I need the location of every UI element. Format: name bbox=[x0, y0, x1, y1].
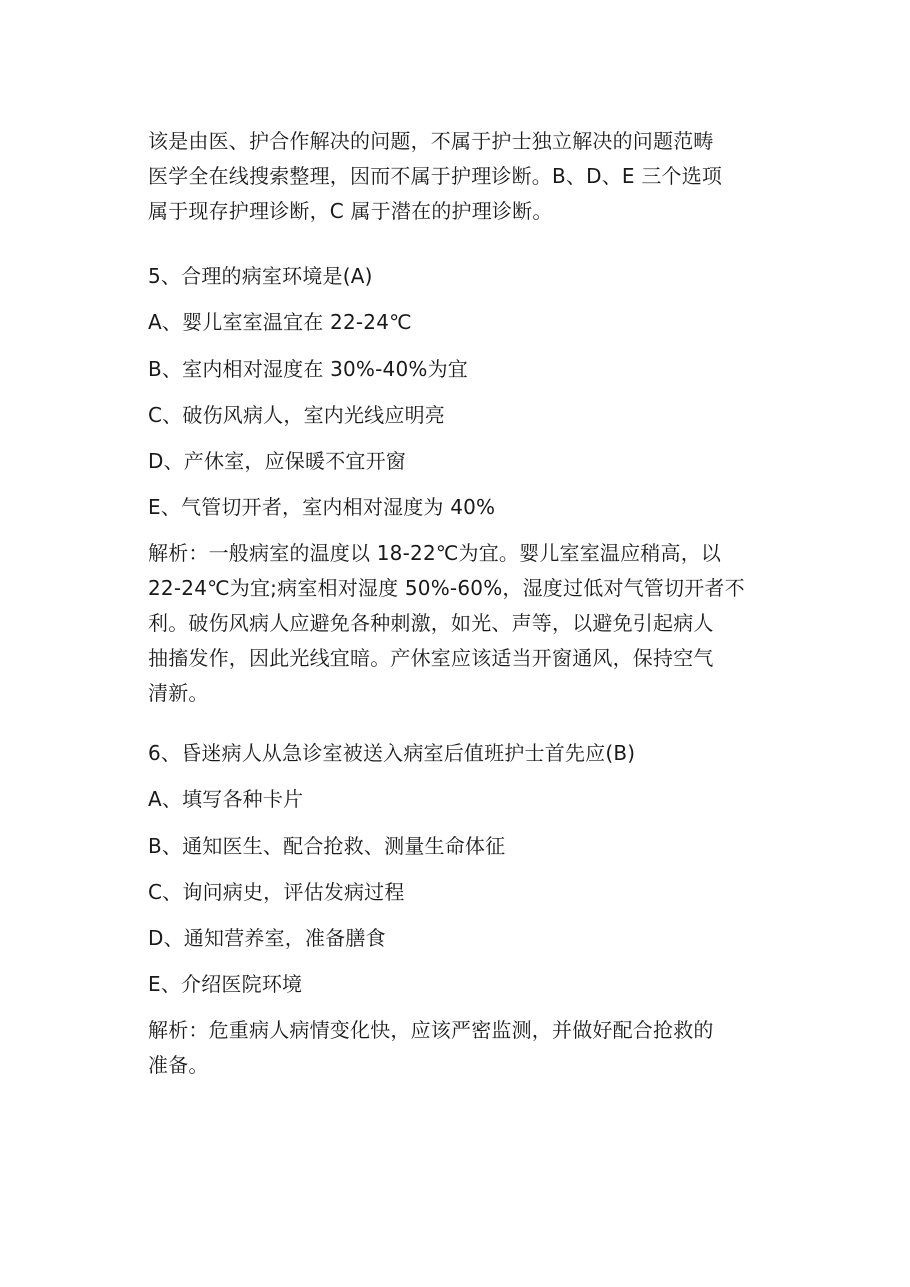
analysis-line: 清新。 bbox=[148, 681, 209, 705]
option-text: B、通知医生、配合抢救、测量生命体征 bbox=[148, 834, 506, 858]
option-text: E、介绍医院环境 bbox=[148, 972, 303, 996]
intro-line: 医学全在线搜索整理，因而不属于护理诊断。B、D、E 三个选项 bbox=[148, 164, 723, 188]
analysis-line: 解析：一般病室的温度以 18-22℃为宜。婴儿室室温应稍高，以 bbox=[148, 541, 722, 565]
option-text: B、室内相对湿度在 30%-40%为宜 bbox=[148, 357, 469, 381]
option-text: D、产休室，应保暖不宜开窗 bbox=[148, 449, 407, 473]
q6-option-e bbox=[148, 967, 768, 1002]
intro-line: 该是由医、护合作解决的问题，不属于护士独立解决的问题范畴 bbox=[148, 129, 714, 153]
option-text: C、询问病史，评估发病过程 bbox=[148, 880, 405, 904]
q6-option-b bbox=[148, 829, 768, 864]
option-text: E、气管切开者，室内相对湿度为 40% bbox=[148, 495, 496, 519]
q5-option-b bbox=[148, 352, 768, 387]
q6-option-d bbox=[148, 921, 768, 956]
analysis-line: 解析：危重病人病情变化快，应该严密监测，并做好配合抢救的 bbox=[148, 1018, 714, 1042]
intro-line: 属于现存护理诊断，C 属于潜在的护理诊断。 bbox=[148, 199, 553, 223]
q5-option-a bbox=[148, 305, 768, 340]
q5-analysis bbox=[148, 536, 768, 711]
question-text: 6、昏迷病人从急诊室被送入病室后值班护士首先应(B) bbox=[148, 741, 636, 765]
analysis-line: 利。破伤风病人应避免各种刺激，如光、声等，以避免引起病人 bbox=[148, 611, 714, 635]
q5-option-c bbox=[148, 398, 768, 433]
q5-option-e bbox=[148, 490, 768, 525]
option-text: D、通知营养室，准备膳食 bbox=[148, 926, 386, 950]
option-text: A、填写各种卡片 bbox=[148, 787, 304, 811]
question-text: 5、合理的病室环境是(A) bbox=[148, 264, 373, 288]
analysis-line: 抽搐发作，因此光线宜暗。产休室应该适当开窗通风，保持空气 bbox=[148, 646, 714, 670]
analysis-line: 准备。 bbox=[148, 1053, 209, 1077]
option-text: C、破伤风病人，室内光线应明亮 bbox=[148, 403, 445, 427]
q6-option-a bbox=[148, 782, 768, 817]
q6-analysis bbox=[148, 1013, 768, 1083]
analysis-line: 22-24℃为宜;病室相对湿度 50%-60%，湿度过低对气管切开者不 bbox=[148, 576, 745, 600]
question-6-title bbox=[148, 736, 768, 771]
option-text: A、婴儿室室温宜在 22-24℃ bbox=[148, 310, 412, 334]
q6-option-c bbox=[148, 875, 768, 910]
intro-paragraph bbox=[148, 124, 768, 229]
q5-option-d bbox=[148, 444, 768, 479]
question-5-title bbox=[148, 259, 768, 294]
